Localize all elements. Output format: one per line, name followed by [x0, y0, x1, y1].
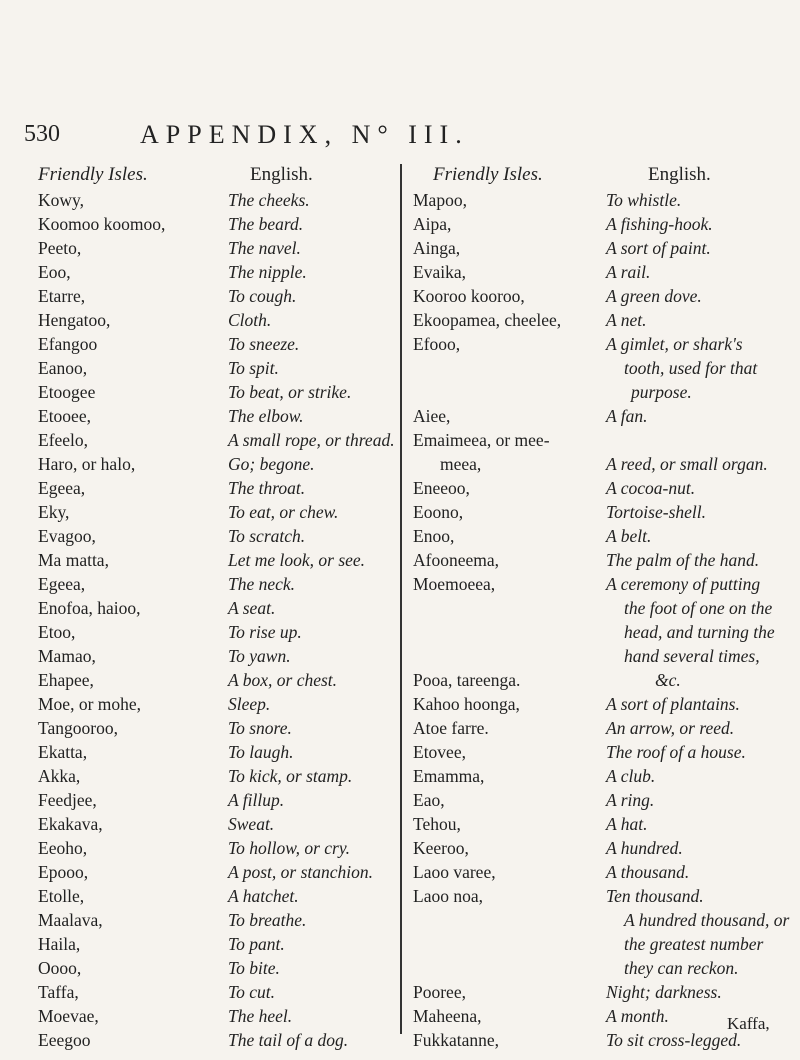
native-word: Laoo varee, — [413, 862, 496, 882]
native-word: Moevae, — [38, 1006, 99, 1026]
native-word: Evagoo, — [38, 526, 96, 546]
native-word: Evaika, — [413, 262, 466, 282]
english-meaning: To yawn. — [228, 646, 291, 666]
running-title: APPENDIX, N° III. — [140, 120, 469, 149]
english-meaning: A seat. — [228, 598, 276, 618]
english-meaning: A hundred. — [606, 838, 683, 858]
native-word: Emamma, — [413, 766, 485, 786]
native-word: Kowy, — [38, 190, 85, 210]
english-meaning: A small rope, or thread. — [228, 430, 395, 450]
native-word: Egeea, — [38, 478, 86, 498]
english-meaning: To kick, or stamp. — [228, 766, 353, 786]
english-meaning: Cloth. — [228, 310, 272, 330]
english-meaning: To sneeze. — [228, 334, 300, 354]
english-meaning: The nipple. — [228, 262, 307, 282]
right-native-heading: Friendly Isles. — [433, 164, 543, 185]
english-meaning: The beard. — [228, 214, 304, 234]
english-meaning: A green dove. — [606, 286, 702, 306]
native-word: Mamao, — [38, 646, 96, 666]
english-meaning: To cut. — [228, 982, 276, 1002]
english-meaning: An arrow, or reed. — [606, 718, 735, 738]
english-meaning: The elbow. — [228, 406, 304, 426]
right-english-heading: English. — [648, 164, 711, 185]
catchword: Kaffa, — [727, 1014, 770, 1033]
native-word: Pooree, — [413, 982, 466, 1002]
native-word: Fukkatanne, — [413, 1030, 500, 1050]
english-meaning: A rail. — [606, 262, 651, 282]
english-meaning: To eat, or chew. — [228, 502, 339, 522]
native-word: Eao, — [413, 790, 445, 810]
native-word: Eoo, — [38, 262, 71, 282]
native-word: Kooroo kooroo, — [413, 286, 525, 306]
native-word: Etoogee — [38, 382, 96, 402]
english-meaning: tooth, used for that — [624, 358, 758, 378]
native-word: Etoo, — [38, 622, 76, 642]
english-meaning: A fishing-hook. — [606, 214, 713, 234]
english-meaning: Ten thousand. — [606, 886, 704, 906]
english-meaning: The neck. — [228, 574, 296, 594]
english-meaning: the foot of one on the — [624, 598, 773, 618]
english-meaning: &c. — [655, 670, 681, 690]
native-word: Tangooroo, — [38, 718, 118, 738]
english-meaning: To cough. — [228, 286, 297, 306]
native-word: Akka, — [38, 766, 81, 786]
native-word: Epooo, — [38, 862, 89, 882]
english-meaning: Tortoise-shell. — [606, 502, 706, 522]
native-word: Etovee, — [413, 742, 466, 762]
english-meaning: The roof of a house. — [606, 742, 746, 762]
english-meaning: To laugh. — [228, 742, 294, 762]
native-word: Moe, or mohe, — [38, 694, 142, 714]
english-meaning: A month. — [606, 1006, 669, 1026]
english-meaning: A club. — [606, 766, 656, 786]
native-word: Atoe farre. — [413, 718, 489, 738]
english-meaning: The navel. — [228, 238, 301, 258]
native-word: Eeegoo — [38, 1030, 91, 1050]
english-meaning: A sort of paint. — [606, 238, 711, 258]
english-meaning: they can reckon. — [624, 958, 739, 978]
native-word: Ehapee, — [38, 670, 94, 690]
english-meaning: The palm of the hand. — [606, 550, 760, 570]
page-number: 530 — [24, 121, 60, 147]
english-meaning: To beat, or strike. — [228, 382, 352, 402]
english-meaning: A sort of plantains. — [606, 694, 740, 714]
english-meaning: To hollow, or cry. — [228, 838, 351, 858]
native-word: Haila, — [38, 934, 81, 954]
native-word: Tehou, — [413, 814, 461, 834]
native-word: Etooee, — [38, 406, 91, 426]
english-meaning: To bite. — [228, 958, 280, 978]
native-word: Enoo, — [413, 526, 455, 546]
english-meaning: Sweat. — [228, 814, 275, 834]
english-meaning: To snore. — [228, 718, 292, 738]
native-word: Enofoa, haioo, — [38, 598, 141, 618]
native-word: Etarre, — [38, 286, 86, 306]
native-word: Ma matta, — [38, 550, 109, 570]
english-meaning: hand several times, — [624, 646, 760, 666]
english-meaning: A ring. — [606, 790, 655, 810]
native-word: Moemoeea, — [413, 574, 496, 594]
native-word: Eeoho, — [38, 838, 88, 858]
native-word: Maalava, — [38, 910, 103, 930]
left-native-heading: Friendly Isles. — [38, 164, 148, 185]
english-meaning: The cheeks. — [228, 190, 310, 210]
native-word: Taffa, — [38, 982, 79, 1002]
english-meaning: A cocoa-nut. — [606, 478, 696, 498]
native-word: Eanoo, — [38, 358, 88, 378]
native-word: Etolle, — [38, 886, 85, 906]
native-word: Oooo, — [38, 958, 82, 978]
english-meaning: A fan. — [606, 406, 648, 426]
english-meaning: Night; darkness. — [606, 982, 722, 1002]
native-word: Aiee, — [413, 406, 451, 426]
native-word: Ekakava, — [38, 814, 103, 834]
english-meaning: The heel. — [228, 1006, 293, 1026]
native-word: Mapoo, — [413, 190, 467, 210]
native-word: Ainga, — [413, 238, 461, 258]
native-word: Efeelo, — [38, 430, 89, 450]
native-word: Emaimeea, or mee- — [413, 430, 550, 450]
native-word: meea, — [440, 454, 482, 474]
native-word: Ekoopamea, cheelee, — [413, 310, 562, 330]
column-divider — [400, 164, 402, 1034]
english-meaning: A fillup. — [228, 790, 285, 810]
native-word: Feedjee, — [38, 790, 97, 810]
english-meaning: A belt. — [606, 526, 652, 546]
english-meaning: To rise up. — [228, 622, 302, 642]
native-word: Eneeoo, — [413, 478, 470, 498]
english-meaning: To whistle. — [606, 190, 682, 210]
native-word: Maheena, — [413, 1006, 482, 1026]
english-meaning: A post, or stanchion. — [228, 862, 374, 882]
native-word: Haro, or halo, — [38, 454, 136, 474]
native-word: Egeea, — [38, 574, 86, 594]
english-meaning: The tail of a dog. — [228, 1030, 349, 1050]
native-word: Afooneema, — [413, 550, 500, 570]
english-meaning: Let me look, or see. — [228, 550, 366, 570]
english-meaning: A gimlet, or shark's — [606, 334, 743, 354]
native-word: Aipa, — [413, 214, 452, 234]
english-meaning: A box, or chest. — [228, 670, 338, 690]
english-meaning: Sleep. — [228, 694, 271, 714]
native-word: Kahoo hoonga, — [413, 694, 520, 714]
english-meaning: the greatest number — [624, 934, 764, 954]
english-meaning: A ceremony of putting — [606, 574, 761, 594]
english-meaning: A thousand. — [606, 862, 690, 882]
english-meaning: To breathe. — [228, 910, 307, 930]
left-english-heading: English. — [250, 164, 313, 185]
english-meaning: A reed, or small organ. — [606, 454, 768, 474]
native-word: Pooa, tareenga. — [413, 670, 521, 690]
native-word: Ekatta, — [38, 742, 88, 762]
english-meaning: A net. — [606, 310, 647, 330]
native-word: Efooo, — [413, 334, 461, 354]
english-meaning: head, and turning the — [624, 622, 775, 642]
native-word: Keeroo, — [413, 838, 469, 858]
native-word: Efangoo — [38, 334, 98, 354]
native-word: Hengatoo, — [38, 310, 111, 330]
english-meaning: To scratch. — [228, 526, 306, 546]
native-word: Koomoo koomoo, — [38, 214, 166, 234]
english-meaning: A hat. — [606, 814, 648, 834]
english-meaning: The throat. — [228, 478, 306, 498]
native-word: Laoo noa, — [413, 886, 483, 906]
english-meaning: A hundred thousand, or — [624, 910, 790, 930]
english-meaning: purpose. — [631, 382, 692, 402]
native-word: Eoono, — [413, 502, 464, 522]
native-word: Eky, — [38, 502, 70, 522]
english-meaning: Go; begone. — [228, 454, 315, 474]
native-word: Peeto, — [38, 238, 82, 258]
english-meaning: To spit. — [228, 358, 279, 378]
english-meaning: A hatchet. — [228, 886, 299, 906]
english-meaning: To sit cross-legged. — [606, 1030, 742, 1050]
english-meaning: To pant. — [228, 934, 285, 954]
